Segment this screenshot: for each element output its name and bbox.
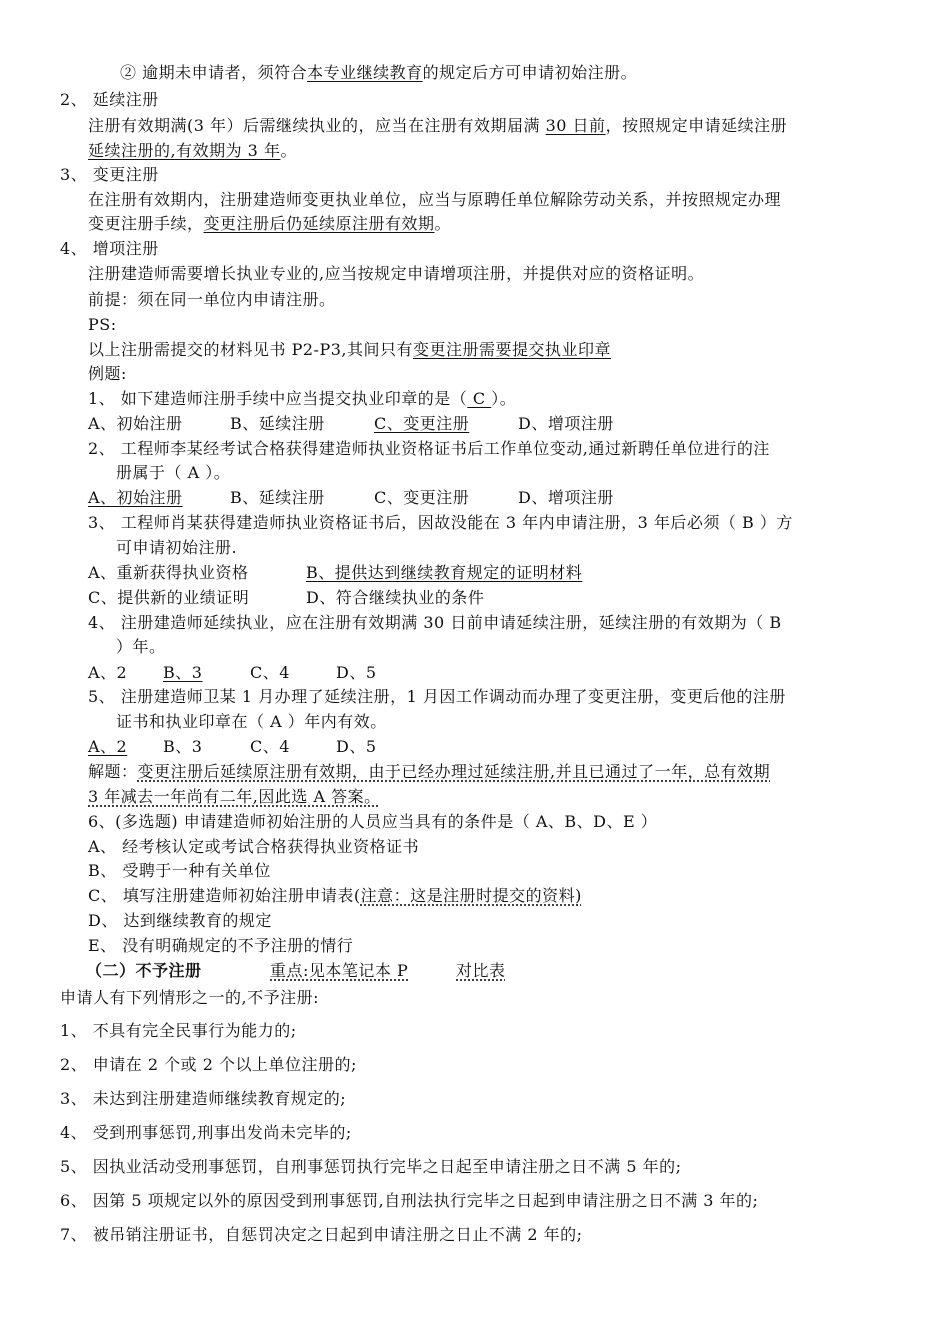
- section-heading-2: [86, 959, 506, 983]
- question-6-option-e: E、 没有明确规定的不予注册的情行: [88, 936, 354, 955]
- option-b-answer: B、提供达到继续教育规定的证明材料: [306, 563, 583, 582]
- question-2: 2、 工程师李某经考试合格获得建造师执业资格证书后工作单位变动,通过新聘任单位进行的注: [88, 439, 770, 458]
- rule-item: 3、 未达到注册建造师继续教育规定的;: [60, 1089, 347, 1108]
- underlined-text: 本专业继续教育: [307, 63, 423, 82]
- text: 1、 如下建造师注册手续中应当提交执业印章的是（: [88, 389, 468, 408]
- rule-item: 5、 因执业活动受刑事惩罚，自刑事惩罚执行完毕之日起至申请注册之日不满 5 年的;: [60, 1157, 682, 1176]
- text: 。: [280, 141, 297, 160]
- question-5-cont: 证书和执业印章在（ A ）年内有效。: [116, 712, 387, 731]
- text-line: [88, 139, 297, 163]
- option-c: C、4: [250, 663, 290, 682]
- option-b: B、延续注册: [230, 488, 325, 507]
- section-heading: 2、 延续注册: [60, 90, 159, 109]
- text: ，按照规定申请延续注册: [605, 116, 788, 135]
- text-line: [88, 338, 611, 362]
- rule-item: 7、 被吊销注册证书，自惩罚决定之日起到申请注册之日止不满 2 年的;: [60, 1225, 583, 1244]
- question-6-option-a: A、 经考核认定或考试合格获得执业资格证书: [88, 837, 420, 856]
- section-heading: 4、 增项注册: [60, 239, 159, 258]
- question-3-cont: 可申请初始注册.: [116, 538, 238, 557]
- text-line: [88, 114, 787, 138]
- rule-item: 4、 受到刑事惩罚,刑事出发尚未完毕的;: [60, 1123, 352, 1142]
- option-c: C、变更注册: [374, 488, 470, 507]
- question-6: 6、(多选题) 申请建造师初始注册的人员应当具有的条件是（ A、B、D、E ）: [88, 812, 658, 831]
- text: 以上注册需提交的材料见书 P2-P3,其间只有: [88, 340, 413, 359]
- explanation-line: [88, 785, 381, 809]
- option-c: C、4: [250, 737, 290, 756]
- option-d: D、符合继续执业的条件: [306, 588, 485, 607]
- text-line: 注册建造师需要增长执业专业的,应当按规定申请增项注册，并提供对应的资格证明。: [88, 264, 705, 283]
- option-a-answer: A、初始注册: [88, 488, 183, 507]
- text: ）。: [491, 389, 517, 408]
- text-line: [88, 212, 451, 236]
- question-6-option-d: D、 达到继续教育的规定: [88, 911, 272, 930]
- option-a: A、重新获得执业资格: [88, 563, 249, 582]
- option-d: D、5: [336, 663, 377, 682]
- text-line: PS:: [88, 315, 117, 334]
- text-line: 例题:: [88, 364, 127, 383]
- heading-text: （二）不予注册: [86, 961, 202, 980]
- text: 。: [434, 214, 452, 233]
- rule-item: 2、 申请在 2 个或 2 个以上单位注册的;: [60, 1055, 357, 1074]
- text: 的规定后方可申请初始注册。: [422, 63, 638, 82]
- note-text: 对比表: [456, 961, 506, 980]
- option-c-answer: C、变更注册: [374, 414, 470, 433]
- section-heading: 3、 变更注册: [60, 165, 159, 184]
- rule-item: 6、 因第 5 项规定以外的原因受到刑事惩罚,自刑法执行完毕之日起到申请注册之日不满 3 年的;: [60, 1191, 759, 1210]
- question-5: 5、 注册建造师卫某 1 月办理了延续注册，1 月因工作调动而办理了变更注册，变更后他的注册: [88, 687, 786, 706]
- option-b: B、3: [163, 737, 203, 756]
- explanation-label: 解题：: [88, 762, 138, 781]
- option-a: A、初始注册: [88, 414, 183, 433]
- note-text: 注意：这是注册时提交的资料): [360, 886, 582, 905]
- text-line: 在注册有效期内，注册建造师变更执业单位，应当与原聘任单位解除劳动关系，并按照规定办理: [88, 190, 782, 209]
- option-d: D、增项注册: [518, 414, 614, 433]
- explanation-text: 变更注册后延续原注册有效期，由于已经办理过延续注册,并且已通过了一年，总有效期: [137, 762, 771, 781]
- option-b: B、延续注册: [230, 414, 325, 433]
- intro-line: 申请人有下列情形之一的,不予注册:: [60, 988, 319, 1007]
- question-2-cont: 册属于（ A ）。: [116, 463, 231, 482]
- option-d: D、增项注册: [518, 488, 614, 507]
- text-line: [120, 61, 637, 85]
- text: 变更注册手续，: [88, 214, 204, 233]
- note-text: 重点:见本笔记本 P: [270, 961, 409, 980]
- question-3: 3、 工程师肖某获得建造师执业资格证书后，因故没能在 3 年内申请注册，3 年后必须（ B ）方: [88, 513, 793, 532]
- question-4: 4、 注册建造师延续执业，应在注册有效期满 30 日前申请延续注册，延续注册的有效期为（ B: [88, 613, 782, 632]
- rule-item: 1、 不具有完全民事行为能力的;: [60, 1021, 297, 1040]
- answer-underline: C: [467, 389, 492, 408]
- underlined-text: 30 日前: [545, 116, 606, 135]
- question-4-cont: ）年。: [116, 637, 166, 656]
- text-line: 前提：须在同一单位内申请注册。: [88, 290, 336, 309]
- question-6-option-c: [88, 884, 582, 908]
- underlined-text: 变更注册需要提交执业印章: [412, 340, 611, 359]
- option-d: D、5: [336, 737, 377, 756]
- text: 注册有效期满(3 年）后需继续执业的，应当在注册有效期届满: [88, 116, 546, 135]
- underlined-text: 延续注册的,有效期为 3 年: [88, 141, 281, 160]
- option-a: A、2: [88, 663, 128, 682]
- option-c: C、提供新的业绩证明: [88, 588, 250, 607]
- option-a-answer: A、2: [88, 737, 128, 756]
- question-6-option-b: B、 受聘于一种有关单位: [88, 861, 271, 880]
- explanation-text: 3 年减去一年尚有二年,因此选 A 答案。: [88, 787, 381, 806]
- explanation-line: [88, 760, 770, 784]
- underlined-text: 变更注册后仍延续原注册有效期: [203, 214, 435, 233]
- question-1: [88, 387, 516, 411]
- option-b-answer: B、3: [163, 663, 203, 682]
- text: ② 逾期未申请者，须符合: [120, 63, 308, 82]
- text: C、 填写注册建造师初始注册申请表(: [88, 886, 361, 905]
